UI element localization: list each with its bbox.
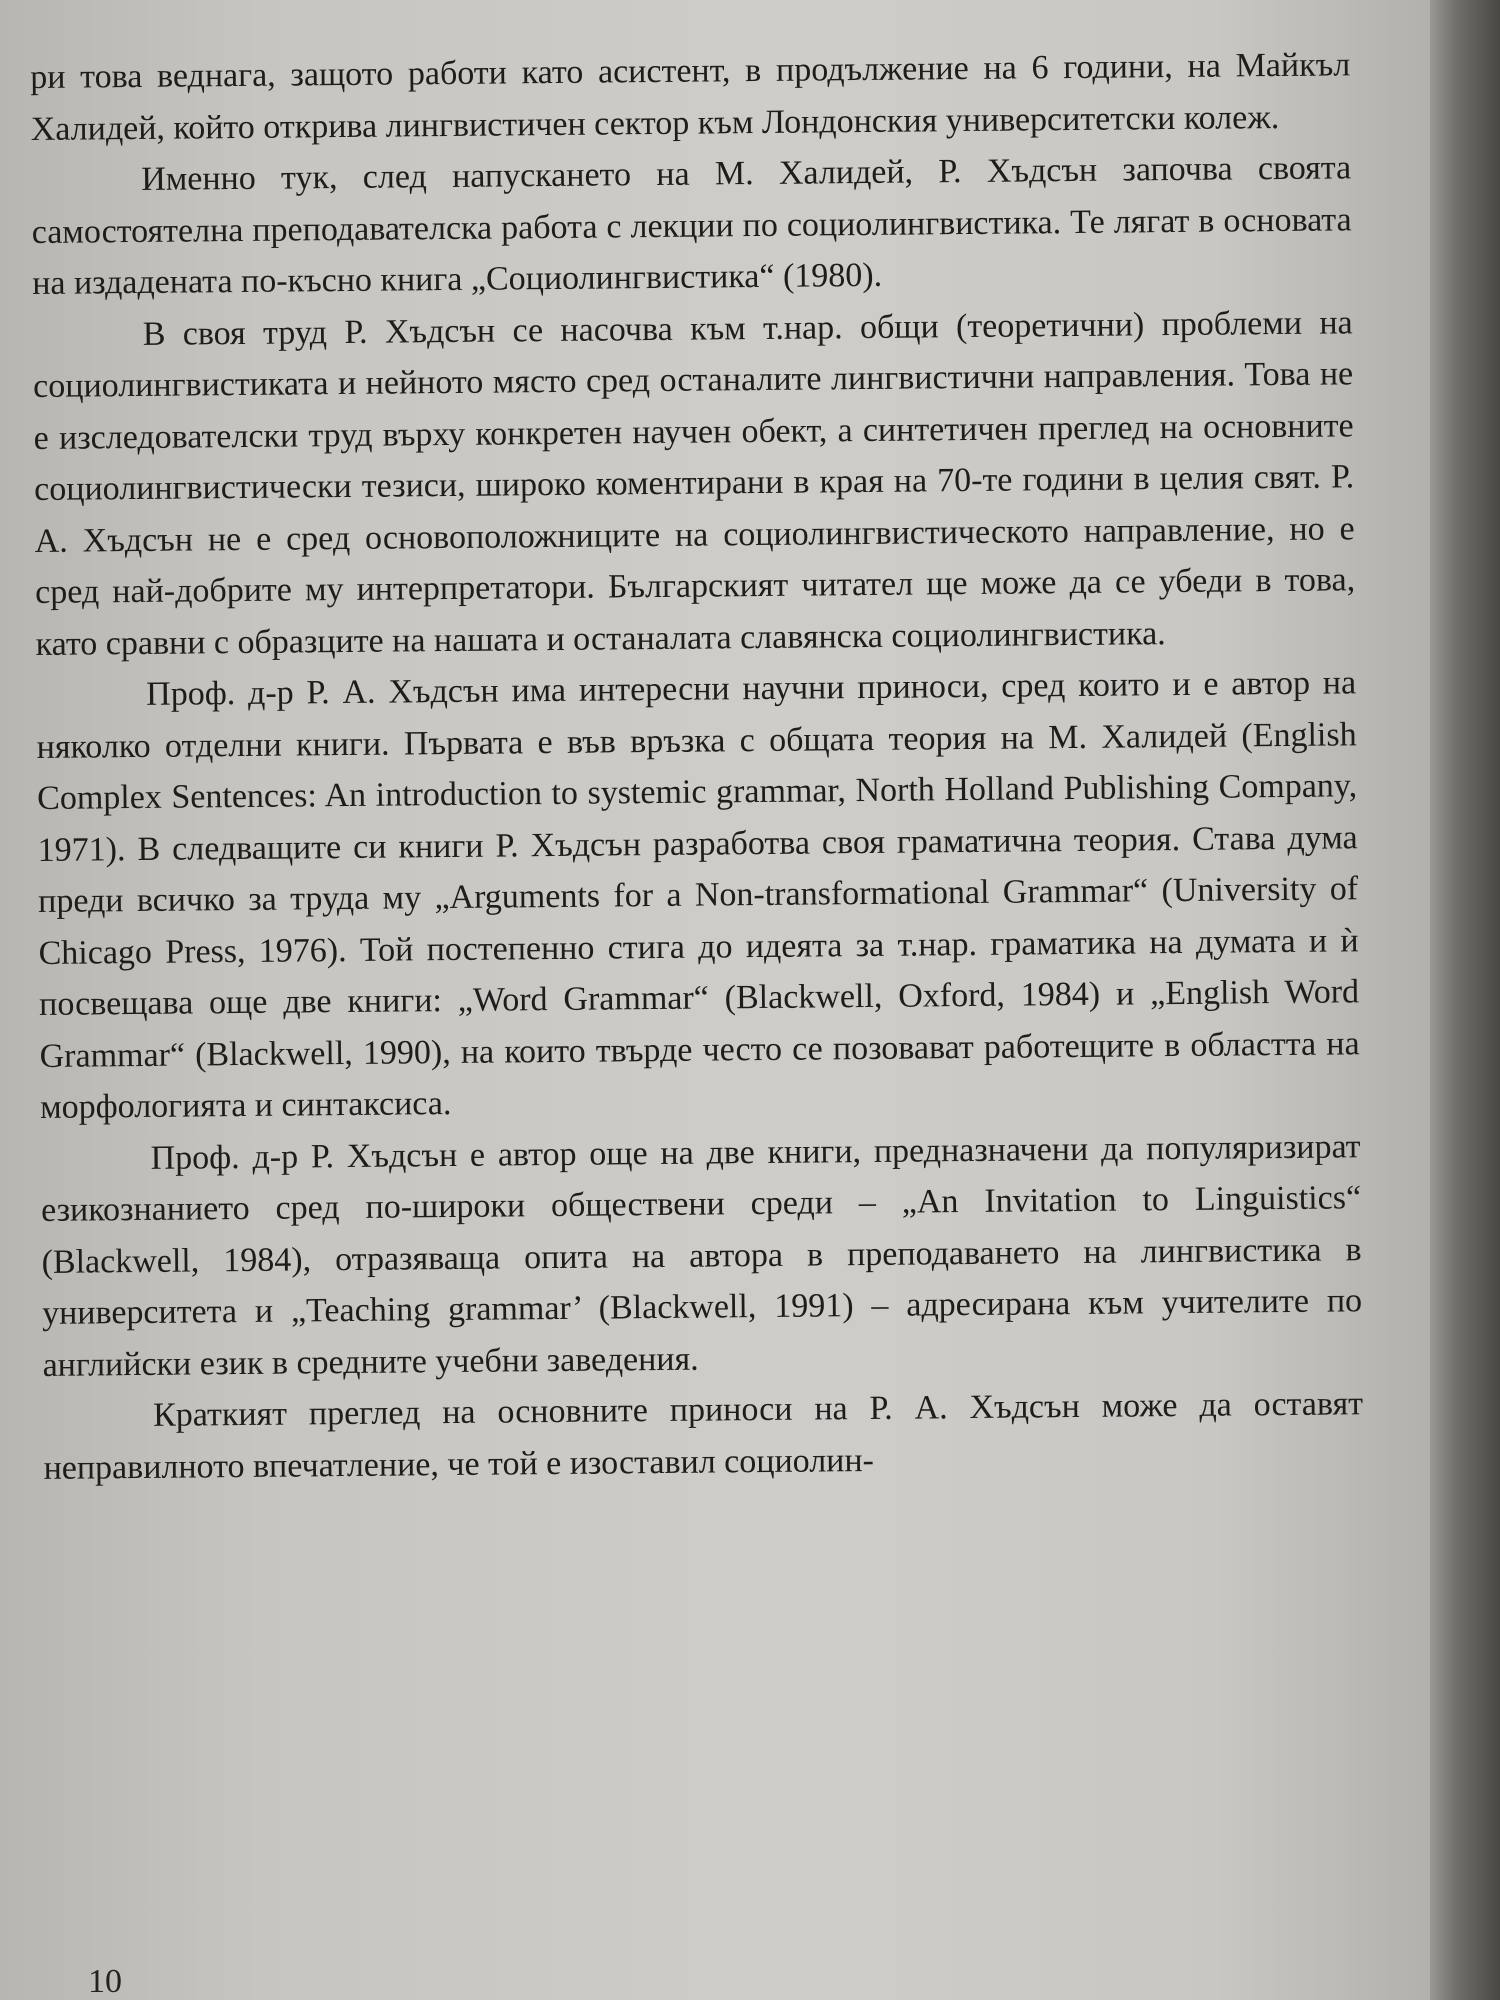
paragraph-3: В своя труд Р. Хъдсън се насочва към т.нар. общи (теоретични) проблеми на социолингвистиката и нейното място сред останалите лингвистични направления. Това не е изследователски труд върху конкретен научен обект, а синтетичен преглед на основните социолингвистически тезиси, широко коментирани в края на 70-те години в целия свят. Р. А. Хъдсън не е сред основоположниците на социолингвистическото направление, но е сред най-добрите му интерпретатори. Българският читател ще може да се убеди в това, като сравни с образците на нашата и останалата славянска социолингвистика.	[33, 303, 1356, 663]
paragraph-6: Краткият преглед на основните приноси на Р. А. Хъдсън може да оставят неправилното впечатление, че той е изоставил социолин-	[43, 1385, 1364, 1487]
page-number: 10	[88, 1963, 122, 2000]
paragraph-5: Проф. д-р Р. Хъдсън е автор още на две книги, предназначени да популяризират езикознанието сред по-широки обществени среди – „An Invitation to Linguistics“ (Blackwell, 1984), отразяваща опита на автора в преподаването на лингвистика в университета и „Teaching grammar’ (Blackwell, 1991) – адресирана към учителите по английски език в средните учебни заведения.	[40, 1127, 1363, 1384]
paragraph-1: ри това веднага, защото работи като асистент, в продължение на 6 години, на Майкъл Халидей, който открива лингвистичен сектор към Лондонския университетски колеж.	[30, 46, 1351, 148]
page-text	[30, 39, 1364, 1494]
page-edge-shadow	[1430, 0, 1500, 2000]
paragraph-2: Именно тук, след напускането на М. Халидей, Р. Хъдсън започва своята самостоятелна преподавателска работа с лекции по социолингвистика. Те лягат в основата на издадената по-късно книга „Социолингвистика“ (1980).	[31, 149, 1352, 302]
paragraph-4: Проф. д-р Р. А. Хъдсън има интересни научни приноси, сред които и е автор на няколко отделни книги. Първата е във връзка с общата теория на М. Халидей (English Complex Sentences: An introduction to systemic grammar, North Holland Publishing Company, 1971). В следващите си книги Р. Хъдсън разработва своя граматична теория. Става дума преди всичко за труда му „Arguments for a Non-transformational Grammar“ (University of Chicago Press, 1976). Той постепенно стига до идеята за т.нар. граматика на думата и ѝ посвещава още две книги: „Word Grammar“ (Blackwell, Oxford, 1984) и „English Word Grammar“ (Blackwell, 1990), на които твърде често се позовават работещите в областта на морфологията и синтаксиса.	[36, 664, 1360, 1126]
